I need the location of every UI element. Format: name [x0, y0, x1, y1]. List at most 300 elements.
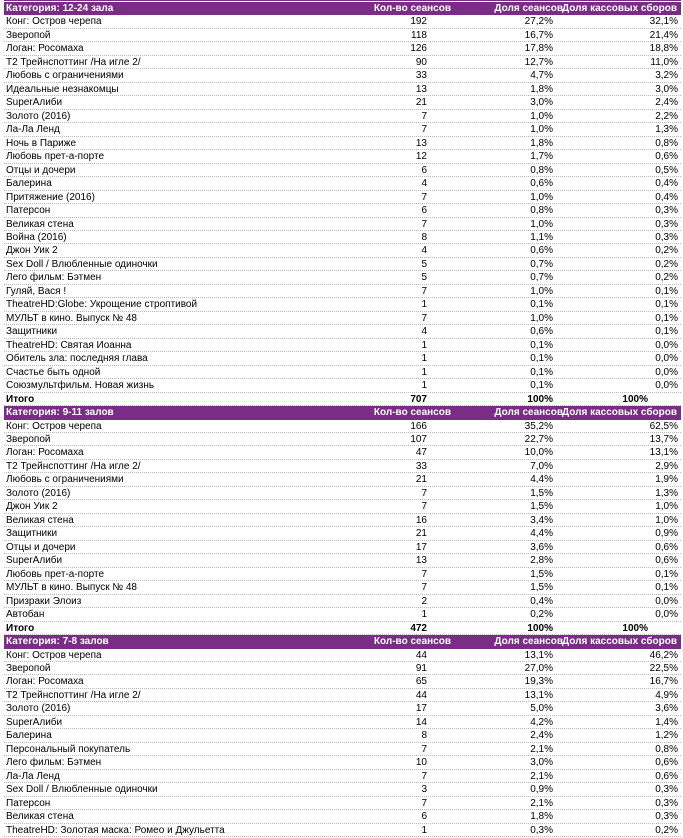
sessions-count: 126 — [410, 43, 427, 55]
session-share: 27,0% — [524, 662, 553, 674]
table-row — [4, 42, 681, 55]
sessions-count: 3 — [421, 784, 427, 796]
boxoffice-share: 13,1% — [649, 447, 678, 459]
sessions-count: 1 — [421, 299, 427, 311]
film-title: Обитель зла: последняя глава — [6, 353, 148, 365]
table-row — [4, 770, 681, 783]
film-title: Союзмультфильм. Новая жизнь — [6, 380, 155, 392]
boxoffice-share: 3,2% — [655, 70, 678, 82]
sessions-count: 14 — [415, 716, 427, 728]
sessions-count: 1 — [421, 339, 427, 351]
table-row — [4, 352, 681, 365]
total-sessions: 472 — [410, 622, 427, 634]
table-row — [4, 56, 681, 69]
boxoffice-share: 46,2% — [649, 649, 678, 661]
boxoffice-share: 0,6% — [655, 151, 678, 163]
table-row — [4, 137, 681, 150]
table-row — [4, 608, 681, 621]
session-share: 0,8% — [530, 205, 553, 217]
sessions-count: 7 — [421, 124, 427, 136]
table-row — [4, 702, 681, 715]
session-share: 0,6% — [530, 245, 553, 257]
boxoffice-share: 0,1% — [655, 568, 678, 580]
session-share: 13,1% — [524, 689, 553, 701]
film-title: SuperАлиби — [6, 716, 63, 728]
table-row — [4, 420, 681, 433]
session-share: 1,8% — [530, 137, 553, 149]
boxoffice-share: 13,7% — [649, 434, 678, 445]
boxoffice-share: 2,2% — [655, 110, 678, 122]
boxoffice-share: 0,8% — [655, 743, 678, 755]
film-title: Великая стена — [6, 218, 74, 230]
table-row — [4, 110, 681, 123]
boxoffice-share: 0,1% — [655, 582, 678, 594]
table-body — [4, 2, 681, 837]
table-row — [4, 689, 681, 702]
session-share: 35,2% — [524, 420, 553, 432]
sessions-count: 7 — [421, 487, 427, 499]
boxoffice-share: 0,1% — [655, 312, 678, 324]
sessions-count: 1 — [421, 609, 427, 621]
session-share-column-header: Доля сеансов — [494, 3, 563, 14]
sessions-count: 10 — [415, 757, 427, 769]
film-title: Золото (2016) — [6, 703, 71, 715]
table-row — [4, 514, 681, 527]
sessions-count: 44 — [415, 689, 427, 701]
boxoffice-share: 22,5% — [649, 662, 678, 674]
session-share: 27,2% — [524, 16, 553, 28]
session-share: 16,7% — [524, 29, 553, 41]
sessions-count: 8 — [421, 730, 427, 742]
film-title: Патерсон — [6, 205, 51, 217]
boxoffice-share: 32,1% — [649, 16, 678, 28]
table-row — [4, 15, 681, 28]
session-share: 2,8% — [530, 555, 553, 567]
total-label: Итого — [6, 393, 35, 405]
film-title: TheatreHD:Globe: Укрощение строптивой — [6, 299, 198, 311]
boxoffice-share: 0,9% — [655, 528, 678, 540]
table-row — [4, 460, 681, 473]
boxoffice-share: 0,3% — [655, 797, 678, 809]
film-title: Любовь с ограничениями — [6, 474, 124, 486]
session-share: 2,1% — [530, 797, 553, 809]
sessions-count: 1 — [421, 353, 427, 365]
total-row — [4, 393, 681, 406]
session-share: 3,0% — [530, 757, 553, 769]
film-title: МУЛЬТ в кино. Выпуск № 48 — [6, 312, 137, 324]
film-title: Балерина — [6, 178, 52, 190]
session-share: 0,9% — [530, 784, 553, 796]
table-row — [4, 810, 681, 823]
boxoffice-share: 0,3% — [655, 784, 678, 796]
table-row — [4, 649, 681, 662]
sessions-count: 1 — [421, 380, 427, 392]
boxoffice-share: 0,6% — [655, 555, 678, 567]
film-title: Т2 Трейнспоттинг /На игле 2/ — [6, 56, 141, 68]
session-share: 4,7% — [530, 70, 553, 82]
boxoffice-share: 1,0% — [655, 501, 678, 513]
boxoffice-share: 0,3% — [655, 205, 678, 217]
sessions-count: 7 — [421, 501, 427, 513]
boxoffice-share: 0,4% — [655, 178, 678, 190]
sessions-count: 91 — [415, 662, 427, 674]
boxoffice-share: 0,1% — [655, 299, 678, 311]
boxoffice-share: 0,0% — [655, 353, 678, 365]
table-row — [4, 675, 681, 688]
table-row — [4, 69, 681, 82]
table-row — [4, 433, 681, 446]
table-row — [4, 581, 681, 594]
sessions-count: 13 — [415, 137, 427, 149]
session-share: 0,2% — [530, 609, 553, 621]
film-title: Отцы и дочери — [6, 541, 76, 553]
boxoffice-share: 1,3% — [655, 487, 678, 499]
boxoffice-share: 0,1% — [655, 285, 678, 297]
session-share: 4,4% — [530, 528, 553, 540]
table-row — [4, 446, 681, 459]
boxoffice-share: 16,7% — [649, 676, 678, 688]
boxoffice-share: 0,6% — [655, 541, 678, 553]
category-header — [4, 406, 681, 419]
table-row — [4, 366, 681, 379]
film-title: TheatreHD: Святая Иоанна — [6, 339, 132, 351]
film-title: Притяжение (2016) — [6, 191, 95, 203]
sessions-count: 118 — [411, 29, 427, 41]
film-title: Война (2016) — [6, 231, 67, 243]
film-title: Т2 Трейнспоттинг /На игле 2/ — [6, 460, 141, 472]
boxoffice-share: 1,4% — [655, 716, 678, 728]
boxoffice-share: 2,9% — [655, 460, 678, 472]
film-title: Sex Doll / Влюбленные одиночки — [6, 784, 158, 796]
table-row — [4, 244, 681, 257]
table-row — [4, 164, 681, 177]
table-row — [4, 473, 681, 486]
session-share: 1,0% — [530, 312, 553, 324]
film-title: Ла-Ла Ленд — [6, 124, 60, 136]
boxoffice-share: 0,2% — [655, 245, 678, 257]
sessions-count: 33 — [415, 70, 427, 82]
sessions-count: 65 — [415, 676, 427, 688]
table-row — [4, 743, 681, 756]
sessions-count: 7 — [421, 568, 427, 580]
film-title: Зверопой — [6, 662, 51, 674]
session-share: 19,3% — [524, 676, 553, 688]
category-title: Категория: 7-8 залов — [6, 636, 109, 648]
film-title: Лего фильм: Бэтмен — [6, 272, 102, 284]
table-row — [4, 29, 681, 42]
session-share: 0,8% — [530, 164, 553, 176]
table-row — [4, 339, 681, 352]
table-row — [4, 218, 681, 231]
table-row — [4, 554, 681, 567]
session-share: 1,0% — [530, 285, 553, 297]
boxoffice-share: 0,0% — [655, 339, 678, 351]
sessions-count: 1 — [421, 366, 427, 378]
boxoffice-share: 0,3% — [655, 218, 678, 230]
film-title: Золото (2016) — [6, 487, 71, 499]
sessions-count: 90 — [415, 56, 427, 68]
session-share: 1,5% — [530, 487, 553, 499]
film-title: Ла-Ла Ленд — [6, 770, 60, 782]
session-share: 2,1% — [530, 770, 553, 782]
session-share: 0,4% — [530, 595, 553, 607]
session-share-column-header: Доля сеансов — [494, 407, 563, 419]
total-boxoffice-share: 100% — [622, 622, 648, 634]
sessions-count: 8 — [421, 231, 427, 243]
table-row — [4, 123, 681, 136]
boxoffice-share-column-header: Доля кассовых сборов — [562, 3, 677, 14]
film-title: Золото (2016) — [6, 110, 71, 122]
boxoffice-share: 1,3% — [655, 124, 678, 136]
session-share: 7,0% — [530, 460, 553, 472]
film-title: Балерина — [6, 730, 52, 742]
total-label: Итого — [6, 622, 35, 634]
film-title: Защитники — [6, 326, 58, 338]
table-row — [4, 258, 681, 271]
session-share: 4,2% — [530, 716, 553, 728]
boxoffice-share: 1,9% — [655, 474, 678, 486]
session-share: 2,1% — [530, 743, 553, 755]
boxoffice-share: 11,0% — [650, 56, 678, 68]
film-title: Зверопой — [6, 29, 51, 41]
table-row — [4, 312, 681, 325]
session-share: 0,6% — [530, 326, 553, 338]
session-share: 5,0% — [530, 703, 553, 715]
film-title: Конг: Остров черепа — [6, 16, 102, 28]
film-title: SuperАлиби — [6, 97, 63, 109]
table-row — [4, 716, 681, 729]
boxoffice-table — [4, 0, 681, 837]
film-title: Любовь прет-а-порте — [6, 151, 105, 163]
session-share: 0,1% — [530, 299, 553, 311]
session-share: 1,8% — [530, 811, 553, 823]
sessions-count: 6 — [421, 205, 427, 217]
total-boxoffice-share: 100% — [622, 393, 648, 405]
category-title: Категория: 9-11 залов — [6, 407, 114, 419]
sessions-count: 21 — [415, 528, 427, 540]
film-title: TheatreHD: Золотая маска: Ромео и Джульетта — [6, 824, 225, 836]
boxoffice-share: 0,2% — [655, 258, 678, 270]
session-share: 3,0% — [530, 97, 553, 109]
table-row — [4, 298, 681, 311]
session-share: 1,0% — [530, 110, 553, 122]
film-title: Ночь в Париже — [6, 137, 76, 149]
sessions-count: 6 — [421, 811, 427, 823]
session-share: 1,8% — [530, 83, 553, 95]
table-row — [4, 325, 681, 338]
session-share: 1,5% — [530, 568, 553, 580]
film-title: Счастье быть одной — [6, 366, 101, 378]
session-share: 0,7% — [530, 258, 553, 270]
session-share: 22,7% — [524, 434, 553, 445]
film-title: Т2 Трейнспоттинг /На игле 2/ — [6, 689, 141, 701]
table-row — [4, 527, 681, 540]
sessions-column-header: Кол-во сеансов — [373, 407, 451, 419]
boxoffice-share: 0,0% — [655, 609, 678, 621]
film-title: Логан: Росомаха — [6, 43, 84, 55]
boxoffice-share: 0,4% — [655, 191, 678, 203]
category-header — [4, 635, 681, 648]
sessions-count: 1 — [421, 824, 427, 836]
table-row — [4, 568, 681, 581]
sessions-count: 7 — [421, 743, 427, 755]
session-share: 1,5% — [530, 582, 553, 594]
session-share: 1,0% — [530, 191, 553, 203]
film-title: Идеальные незнакомцы — [6, 83, 119, 95]
table-row — [4, 96, 681, 109]
table-row — [4, 500, 681, 513]
session-share: 0,7% — [530, 272, 553, 284]
session-share: 1,0% — [530, 218, 553, 230]
sessions-count: 7 — [421, 770, 427, 782]
film-title: Защитники — [6, 528, 58, 540]
boxoffice-share: 18,8% — [649, 43, 678, 55]
sessions-count: 7 — [421, 797, 427, 809]
film-title: Лего фильм: Бэтмен — [6, 757, 102, 769]
session-share: 0,6% — [530, 178, 553, 190]
table-row — [4, 204, 681, 217]
sessions-count: 7 — [421, 191, 427, 203]
film-title: Логан: Росомаха — [6, 447, 84, 459]
sessions-column-header: Кол-во сеансов — [373, 3, 451, 14]
sessions-count: 7 — [421, 582, 427, 594]
film-title: Отцы и дочери — [6, 164, 76, 176]
table-row — [4, 541, 681, 554]
film-title: Джон Уик 2 — [6, 245, 58, 257]
sessions-count: 166 — [410, 420, 427, 432]
film-title: Великая стена — [6, 514, 74, 526]
table-row — [4, 783, 681, 796]
boxoffice-share: 0,0% — [655, 366, 678, 378]
table-row — [4, 177, 681, 190]
total-sessions: 707 — [410, 393, 427, 405]
film-title: Патерсон — [6, 797, 51, 809]
table-row — [4, 231, 681, 244]
sessions-count: 4 — [421, 178, 427, 190]
table-row — [4, 756, 681, 769]
boxoffice-share: 0,6% — [655, 757, 678, 769]
sessions-column-header: Кол-во сеансов — [373, 636, 451, 648]
total-session-share: 100% — [527, 622, 553, 634]
table-row — [4, 729, 681, 742]
film-title: Автобан — [6, 609, 45, 621]
session-share: 1,0% — [530, 124, 553, 136]
session-share: 12,7% — [524, 56, 553, 68]
film-title: Конг: Остров черепа — [6, 420, 102, 432]
session-share: 0,1% — [530, 339, 553, 351]
sessions-count: 7 — [421, 110, 427, 122]
session-share-column-header: Доля сеансов — [494, 636, 563, 648]
sessions-count: 5 — [421, 258, 427, 270]
table-row — [4, 150, 681, 163]
film-title: Призраки Элоиз — [6, 595, 82, 607]
session-share: 0,1% — [530, 353, 553, 365]
boxoffice-share: 0,2% — [655, 824, 678, 836]
table-row — [4, 595, 681, 608]
sessions-count: 47 — [415, 447, 427, 459]
boxoffice-share: 0,3% — [655, 231, 678, 243]
boxoffice-share: 4,9% — [655, 689, 678, 701]
film-title: SuperАлиби — [6, 555, 63, 567]
boxoffice-share: 2,4% — [655, 97, 678, 109]
boxoffice-share: 3,0% — [655, 83, 678, 95]
sessions-count: 21 — [415, 474, 427, 486]
film-title: Джон Уик 2 — [6, 501, 58, 513]
boxoffice-share-column-header: Доля кассовых сборов — [562, 636, 677, 648]
boxoffice-share: 0,2% — [655, 272, 678, 284]
film-title: Любовь прет-а-порте — [6, 568, 105, 580]
film-title: Любовь с ограничениями — [6, 70, 124, 82]
boxoffice-share: 0,1% — [655, 326, 678, 338]
film-title: Персональный покупатель — [6, 743, 131, 755]
total-row — [4, 622, 681, 635]
session-share: 3,4% — [530, 514, 553, 526]
session-share: 0,1% — [530, 380, 553, 392]
session-share: 1,7% — [530, 151, 553, 163]
category-title: Категория: 12-24 зала — [6, 3, 114, 14]
film-title: Гуляй, Вася ! — [6, 285, 67, 297]
film-title: МУЛЬТ в кино. Выпуск № 48 — [6, 582, 137, 594]
table-row — [4, 191, 681, 204]
session-share: 1,1% — [530, 231, 553, 243]
boxoffice-share: 62,5% — [649, 420, 678, 432]
session-share: 3,6% — [530, 541, 553, 553]
sessions-count: 192 — [410, 16, 427, 28]
sessions-count: 33 — [415, 460, 427, 472]
sessions-count: 17 — [415, 541, 427, 553]
table-row — [4, 285, 681, 298]
film-title: Зверопой — [6, 434, 51, 445]
session-share: 2,4% — [530, 730, 553, 742]
session-share: 10,0% — [524, 447, 553, 459]
boxoffice-share: 21,4% — [649, 29, 678, 41]
sessions-count: 13 — [415, 555, 427, 567]
boxoffice-share-column-header: Доля кассовых сборов — [562, 407, 677, 419]
sessions-count: 13 — [415, 83, 427, 95]
sessions-count: 4 — [421, 326, 427, 338]
table-row — [4, 824, 681, 837]
film-title: Логан: Росомаха — [6, 676, 84, 688]
session-share: 17,8% — [524, 43, 553, 55]
table-row — [4, 83, 681, 96]
category-header — [4, 2, 681, 15]
table-row — [4, 487, 681, 500]
session-share: 4,4% — [530, 474, 553, 486]
boxoffice-share: 3,6% — [655, 703, 678, 715]
sessions-count: 17 — [415, 703, 427, 715]
film-title: Великая стена — [6, 811, 74, 823]
boxoffice-share: 0,6% — [655, 770, 678, 782]
table-row — [4, 379, 681, 392]
sessions-count: 6 — [421, 164, 427, 176]
session-share: 1,5% — [530, 501, 553, 513]
boxoffice-share: 0,8% — [655, 137, 678, 149]
sessions-count: 12 — [415, 151, 427, 163]
boxoffice-share: 0,0% — [655, 595, 678, 607]
table-row — [4, 662, 681, 675]
sessions-count: 21 — [415, 97, 427, 109]
sessions-count: 5 — [421, 272, 427, 284]
sessions-count: 7 — [421, 218, 427, 230]
session-share: 0,1% — [530, 366, 553, 378]
boxoffice-share: 0,5% — [655, 164, 678, 176]
total-session-share: 100% — [527, 393, 553, 405]
film-title: Конг: Остров черепа — [6, 649, 102, 661]
sessions-count: 4 — [421, 245, 427, 257]
boxoffice-share: 1,2% — [655, 730, 678, 742]
boxoffice-share: 0,0% — [655, 380, 678, 392]
boxoffice-share: 0,3% — [655, 811, 678, 823]
